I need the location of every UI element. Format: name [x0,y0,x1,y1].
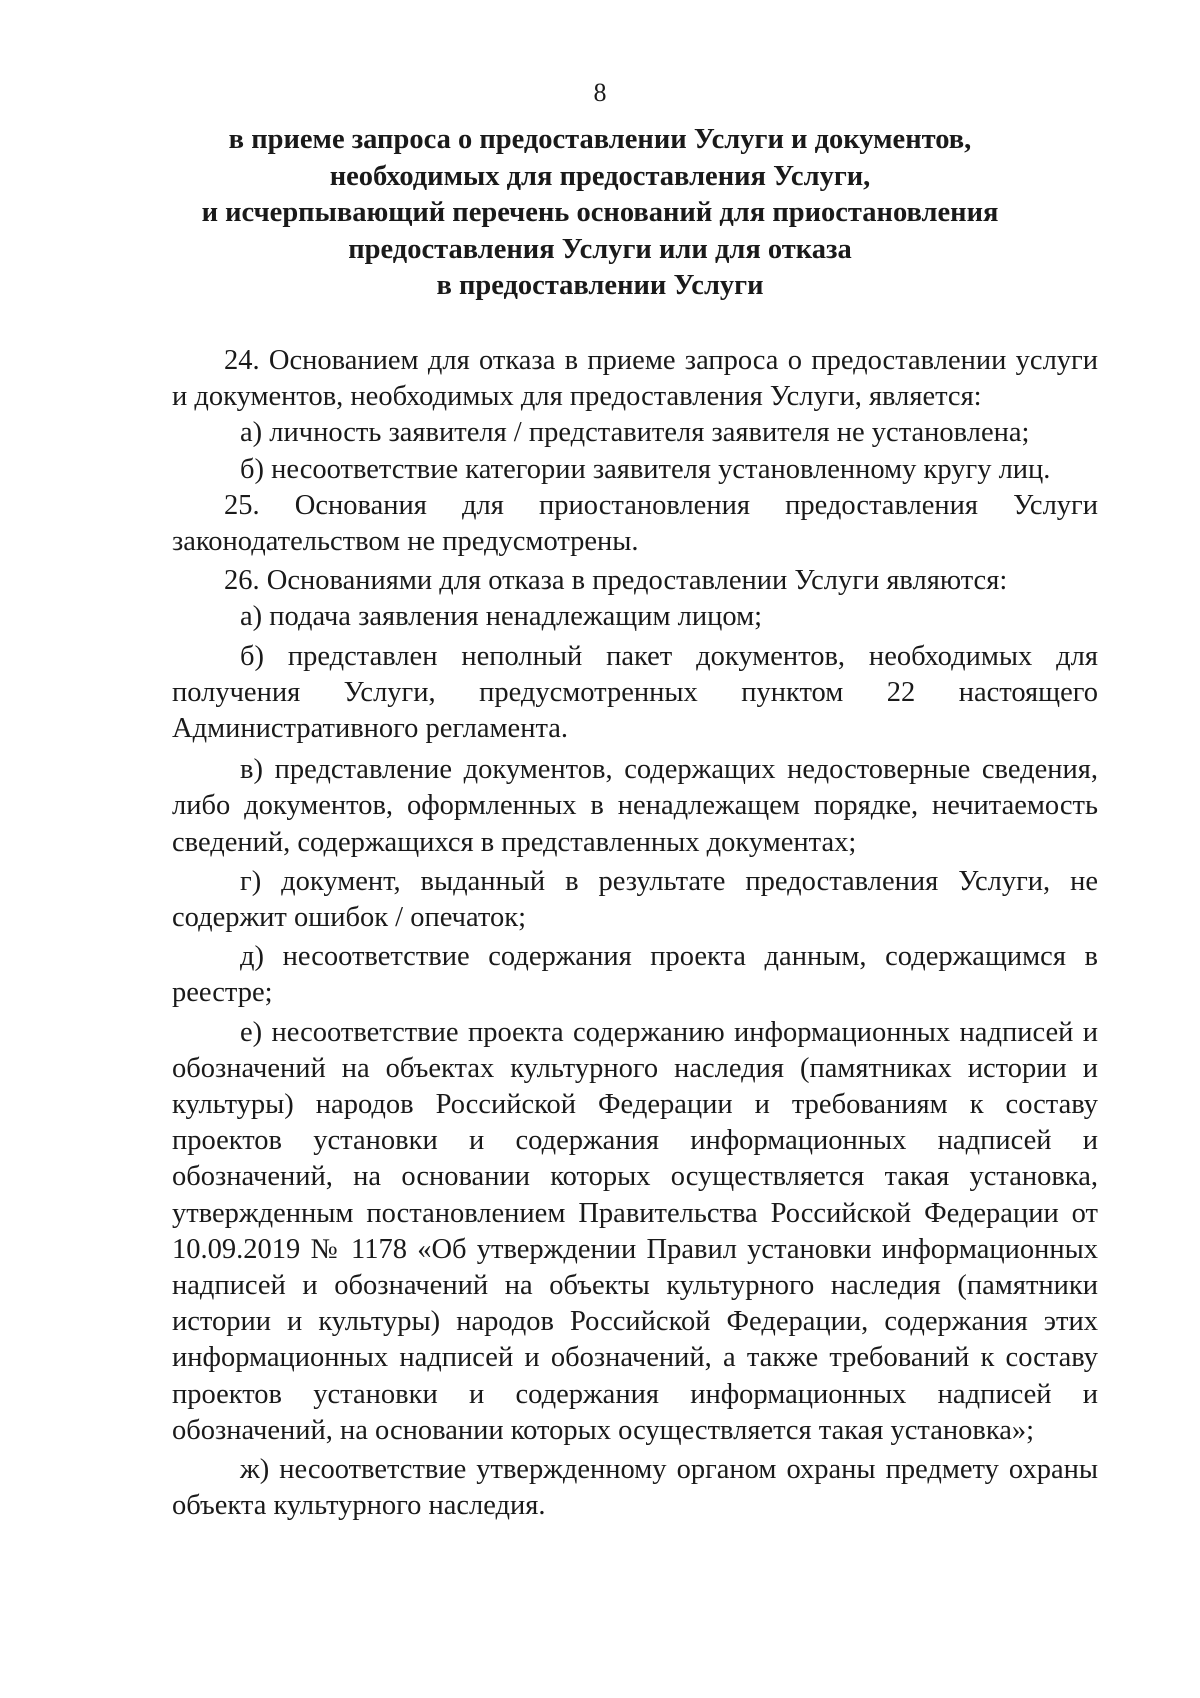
heading-line: в приеме запроса о предоставлении Услуги и документов, [228,124,972,155]
section-heading [0,122,1200,305]
paragraph-26-v: в) представление документов, содержащих недостоверные сведения, либо документов, оформленных в ненадлежащем порядке, нечитаемость сведений, содержащихся в представленных документах; [172,754,1098,858]
paragraph-24-a: а) личность заявителя / представителя заявителя не установлена; [240,417,1030,449]
paragraph-26: 26. Основаниями для отказа в предоставлении Услуги являются: [224,565,1008,597]
paragraph-26-g: г) документ, выданный в результате предоставления Услуги, не содержит ошибок / опечаток; [172,865,1098,934]
document-body [172,343,1098,1525]
heading-line: необходимых для предоставления Услуги, [329,160,871,192]
paragraph-24-b: б) несоответствие категории заявителя установленному кругу лиц. [240,453,1051,485]
paragraph-24: 24. Основанием для отказа в приеме запроса о предоставлении услуги и документов, необходимых для предоставления Услуги, является: [172,345,1098,413]
paragraph-26-zh: ж) несоответствие утвержденному органом охраны предмету охраны объекта культурного наследия. [172,1454,1098,1522]
paragraph-26-b: б) представлен неполный пакет документов, необходимых для получения Услуги, предусмотренных пунктом 22 настоящего Административного регламента. [172,640,1098,745]
paragraph-26-e: е) несоответствие проекта содержанию информационных надписей и обозначений на объектах культурного наследия (памятниках истории и культуры) народов Российской Федерации и требованиям к составу проектов установки и содержания информационных надписей и обозначений, на основании которых осуществляется такая установка, утвержденным постановлением Правительства Российской Федерации от 10.09.2019 № 1178 «Об утверждении Правил установки информационных надписей и обозначений на объекты культурного наследия (памятники истории и культуры) народов Российской Федерации, содержания этих информационных надписей и обозначений, а также требований к составу проектов установки и содержания информационных надписей и обозначений, на основании которых осуществляется такая установка»; [172,1016,1098,1446]
paragraph-25: 25. Основания для приостановления предоставления Услуги законодательством не предусмотрены. [172,489,1098,558]
page-number: 8 [593,78,607,107]
heading-line: в предоставлении Услуги [436,270,764,302]
paragraph-26-d: д) несоответствие содержания проекта данным, содержащимся в реестре; [172,941,1098,1009]
paragraph-26-a: а) подача заявления ненадлежащим лицом; [240,601,763,633]
heading-line: и исчерпывающий перечень оснований для приостановления [201,197,999,229]
heading-line: предоставления Услуги или для отказа [348,233,852,265]
